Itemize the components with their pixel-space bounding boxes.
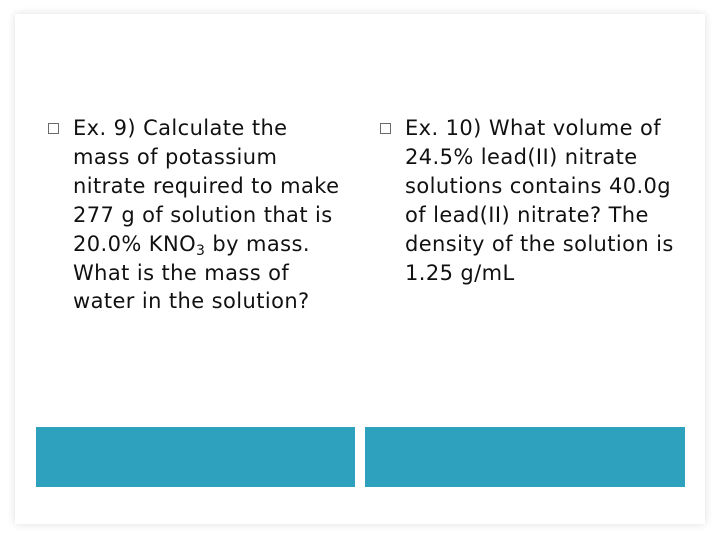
problem-9-suffix: by mass. What is the mass of water in the solution? (73, 231, 310, 314)
accent-bar-right (365, 427, 685, 487)
problem-9 (48, 114, 348, 316)
square-bullet-icon (380, 123, 391, 134)
accent-bar-left (36, 427, 355, 487)
square-bullet-icon (48, 123, 59, 134)
problem-10-text: Ex. 10) What volume of 24.5% lead(II) nitrate solutions contains 40.0g of lead(II) nitrate? The density of the solution is 1.25 g/mL (405, 116, 674, 285)
subscript-3: 3 (196, 242, 206, 259)
left-column (48, 114, 348, 316)
right-column (380, 114, 680, 287)
problem-9-prefix: Ex. 9) Calculate the mass of potassium nitrate required to make 277 g of solution that is 20.0% KNO (73, 116, 340, 256)
problem-9-text (73, 116, 339, 313)
problem-10 (380, 114, 680, 287)
